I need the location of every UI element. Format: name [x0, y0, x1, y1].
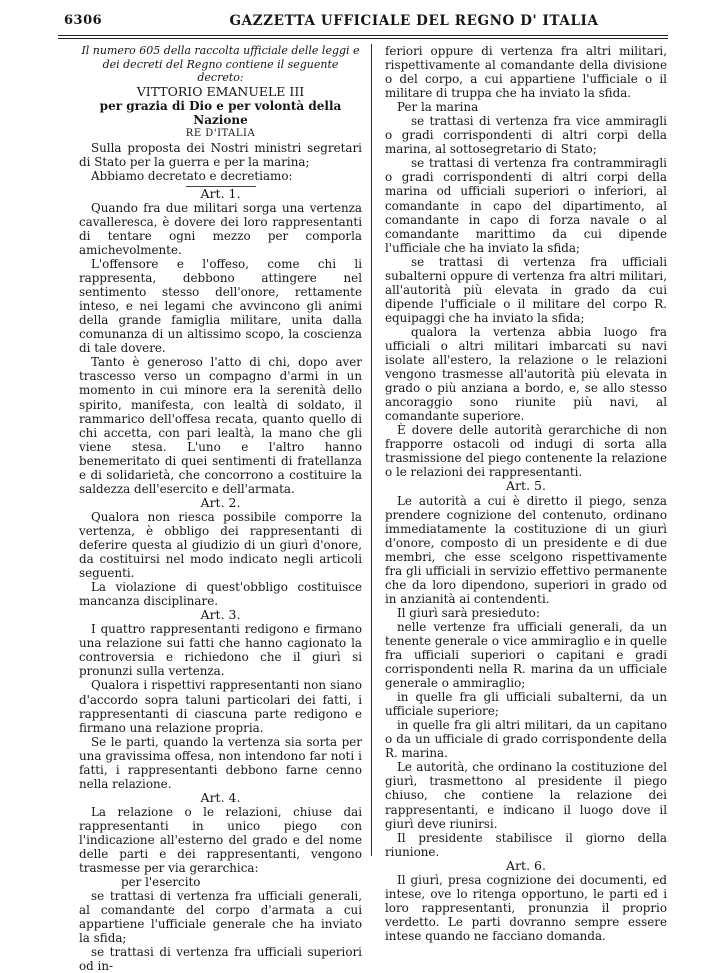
preamble-proposal: Sulla proposta dei Nostri ministri segretari di Stato per la guerra e per la marina;: [79, 140, 362, 169]
header-rule: [58, 35, 668, 39]
article-4-paragraph: qualora la vertenza abbia luogo fra ufficiali o altri militari imbarcati su navi isolate all'estero, la relazione o le relazioni vengono trasmesse all'autorità più elevata in grado o più anziana a bordo, e, se allo stesso ancoraggio sono riunite più navi, al comandante superiore.: [385, 324, 667, 424]
right-column: [385, 44, 667, 943]
article-4-paragraph: La relazione o le relazioni, chiuse dai rappresentanti in unico piego con l'indicazione all'esterno del grado e del nome delle parti e dei rappresentanti, vengono trasmesse per via gerarchica:: [79, 804, 362, 876]
article-5-paragraph: Le autorità, che ordinano la costituzione del giurì, trasmettono al presidente il piego chiuso, che contiene la relazione dei rappresentanti, e indicano il luogo dove il giurì deve riunirsi.: [385, 760, 667, 831]
article-5-paragraph: nelle vertenze fra ufficiali generali, da un tenente generale o vice ammiraglio e in quelle fra ufficiali superiori o capitani e gradi corrispondenti nella R. marina da un ufficiale generale o ammiraglio;: [385, 619, 667, 691]
article-4-paragraph: se trattasi di vertenza fra ufficiali superiori od in-: [79, 945, 362, 973]
article-4-paragraph: se trattasi di vertenza fra vice ammiragli o gradi corrispondenti di altri corpi della marina, al sottosegretario di Stato;: [385, 114, 667, 157]
preamble-decree: Abbiamo decretato e decretiamo:: [91, 168, 293, 183]
article-4-army-label: per l'esercito: [121, 875, 201, 890]
article-4-paragraph: se trattasi di vertenza fra contrammiragli o gradi corrispondenti di altri corpi della marina od ufficiali superiori o inferiori, al comandante in capo del dipartimento, al comandante in capo di forza navale o al comandante marittimo da cui dipende l'ufficiale che ha inviato la sfida;: [385, 156, 667, 255]
article-5-paragraph: Le autorità a cui è diretto il piego, senza prendere cognizione del contenuto, ordinano immediatamente la costituzione di un giurì d'onore, composto di un presidente e di due membri, che esse scelgono rispettivamente fra gli ufficiali in servizio effettivo permanente che da loro dipendono, superiori in grado od in anzianità ai contendenti.: [385, 493, 667, 606]
article-5-paragraph: Il giurì sarà presieduto:: [397, 605, 540, 620]
article-6-paragraph: Il giurì, presa cognizione dei documenti, ed intese, ove lo ritenga opportuno, le parti ed i loro rappresentanti, pronunzia il proprio verdetto. Le parti dovranno sempre essere intese quando ne facciano domanda.: [385, 872, 667, 943]
article-5-paragraph: in quelle fra gli altri militari, da un capitano o da un ufficiale di grado corrispondente della R. marina.: [385, 718, 667, 761]
column-divider: [371, 44, 372, 856]
gazette-title: GAZZETTA UFFICIALE DEL REGNO D' ITALIA: [229, 13, 599, 29]
article-5-paragraph: Il presidente stabilisce il giorno della riunione.: [385, 830, 667, 859]
page-number: 6306: [64, 13, 103, 28]
article-1-heading: Art. 1.: [200, 185, 241, 201]
article-1-paragraph: L'offensore e l'offeso, come chi li rappresenta, debbono attingere nel sentimento stesso dell'onore, rettamente inteso, e nei legami che avvincono gli animi della grande famiglia militare, unita dalla comunanza di un altissimo scopo, la coscienza di tale dovere.: [79, 257, 362, 356]
decree-notice: Il numero 605 della raccolta ufficiale delle leggi e dei decreti del Regno contiene il seguente decreto:: [81, 44, 360, 84]
article-1-paragraph: Quando fra due militari sorga una vertenza cavalleresca, è dovere dei loro rappresentanti di tentare ogni mezzo per comporla amichevolmente.: [79, 200, 362, 258]
article-4-paragraph: se trattasi di vertenza fra ufficiali subalterni oppure di vertenza fra altri militari, all'autorità più elevata in grado da cui dipende l'ufficiale o il militare del corpo R. equipaggi che ha inviato la sfida;: [385, 254, 667, 325]
article-1-paragraph: Tanto è generoso l'atto di chi, dopo aver trascesso verso un compagno d'armi in un momento in cui minore era la serenità dello spirito, manifesta, con lealtà di soldato, il rammarico dell'offesa recata, quanto quello di chi accetta, con pari lealtà, la mano che gli viene stesa. L'uno e l'altro hanno benemeritato di quei sentimenti di fratellanza e di solidarietà, che concorrono a costituire la saldezza dell'esercito e dell'armata.: [79, 355, 362, 496]
article-4-paragraph: se trattasi di vertenza fra ufficiali generali, al comandante del corpo d'armata a cui appartiene l'ufficiale generale che ha inviato la sfida;: [79, 889, 362, 946]
article-2-paragraph: La violazione di quest'obbligo costituisce mancanza disciplinare.: [79, 580, 362, 609]
article-5-paragraph: in quelle fra gli ufficiali subalterni, da un ufficiale superiore;: [385, 690, 667, 719]
re-ditalia: RE D'ITALIA: [185, 127, 256, 139]
article-2-heading: Art. 2.: [200, 494, 241, 510]
article-2-paragraph: Qualora non riesca possibile comporre la vertenza, è obbligo dei rappresentanti di deferire questa al giudizio di un giurì d'onore, da costituirsi nel modo indicato negli articoli seguenti.: [79, 509, 362, 581]
article-4-paragraph: È dovere delle autorità gerarchiche di non frapporre ostacoli od indugi di sorta alla trasmissione del piego contenente la relazione o le relazioni dei rappresentanti.: [385, 423, 667, 480]
article-6-heading: Art. 6.: [506, 857, 546, 873]
article-3-paragraph: I quattro rappresentanti redigono e firmano una relazione sui fatti che hanno cagionato la controversia e richiedono che il giurì si pronunzi sulla vertenza.: [79, 622, 362, 679]
article-3-paragraph: Se le parti, quando la vertenza sia sorta per una gravissima offesa, non intendono far noti i fatti, i rappresentanti debbono farne cenno nella relazione.: [79, 734, 362, 791]
left-column: [79, 44, 362, 973]
article-4-continuation: feriori oppure di vertenza fra altri militari, rispettivamente al comandante della divisione o del corpo, a cui appartiene l'ufficiale o il militare di truppa che ha inviato la sfida.: [385, 44, 667, 101]
navy-label: Per la marina: [397, 100, 479, 115]
grace-line: per grazia di Dio e per volontà della Nazione: [99, 98, 342, 127]
king-name: VITTORIO EMANUELE III: [136, 83, 305, 99]
article-3-heading: Art. 3.: [200, 607, 241, 623]
article-4-heading: Art. 4.: [200, 789, 241, 805]
article-5-heading: Art. 5.: [506, 478, 546, 494]
article-3-paragraph: Qualora i rispettivi rappresentanti non siano d'accordo sopra taluni particolari dei fatti, i rappresentanti di ciascuna parte redigono e firmano una relazione propria.: [79, 678, 362, 735]
